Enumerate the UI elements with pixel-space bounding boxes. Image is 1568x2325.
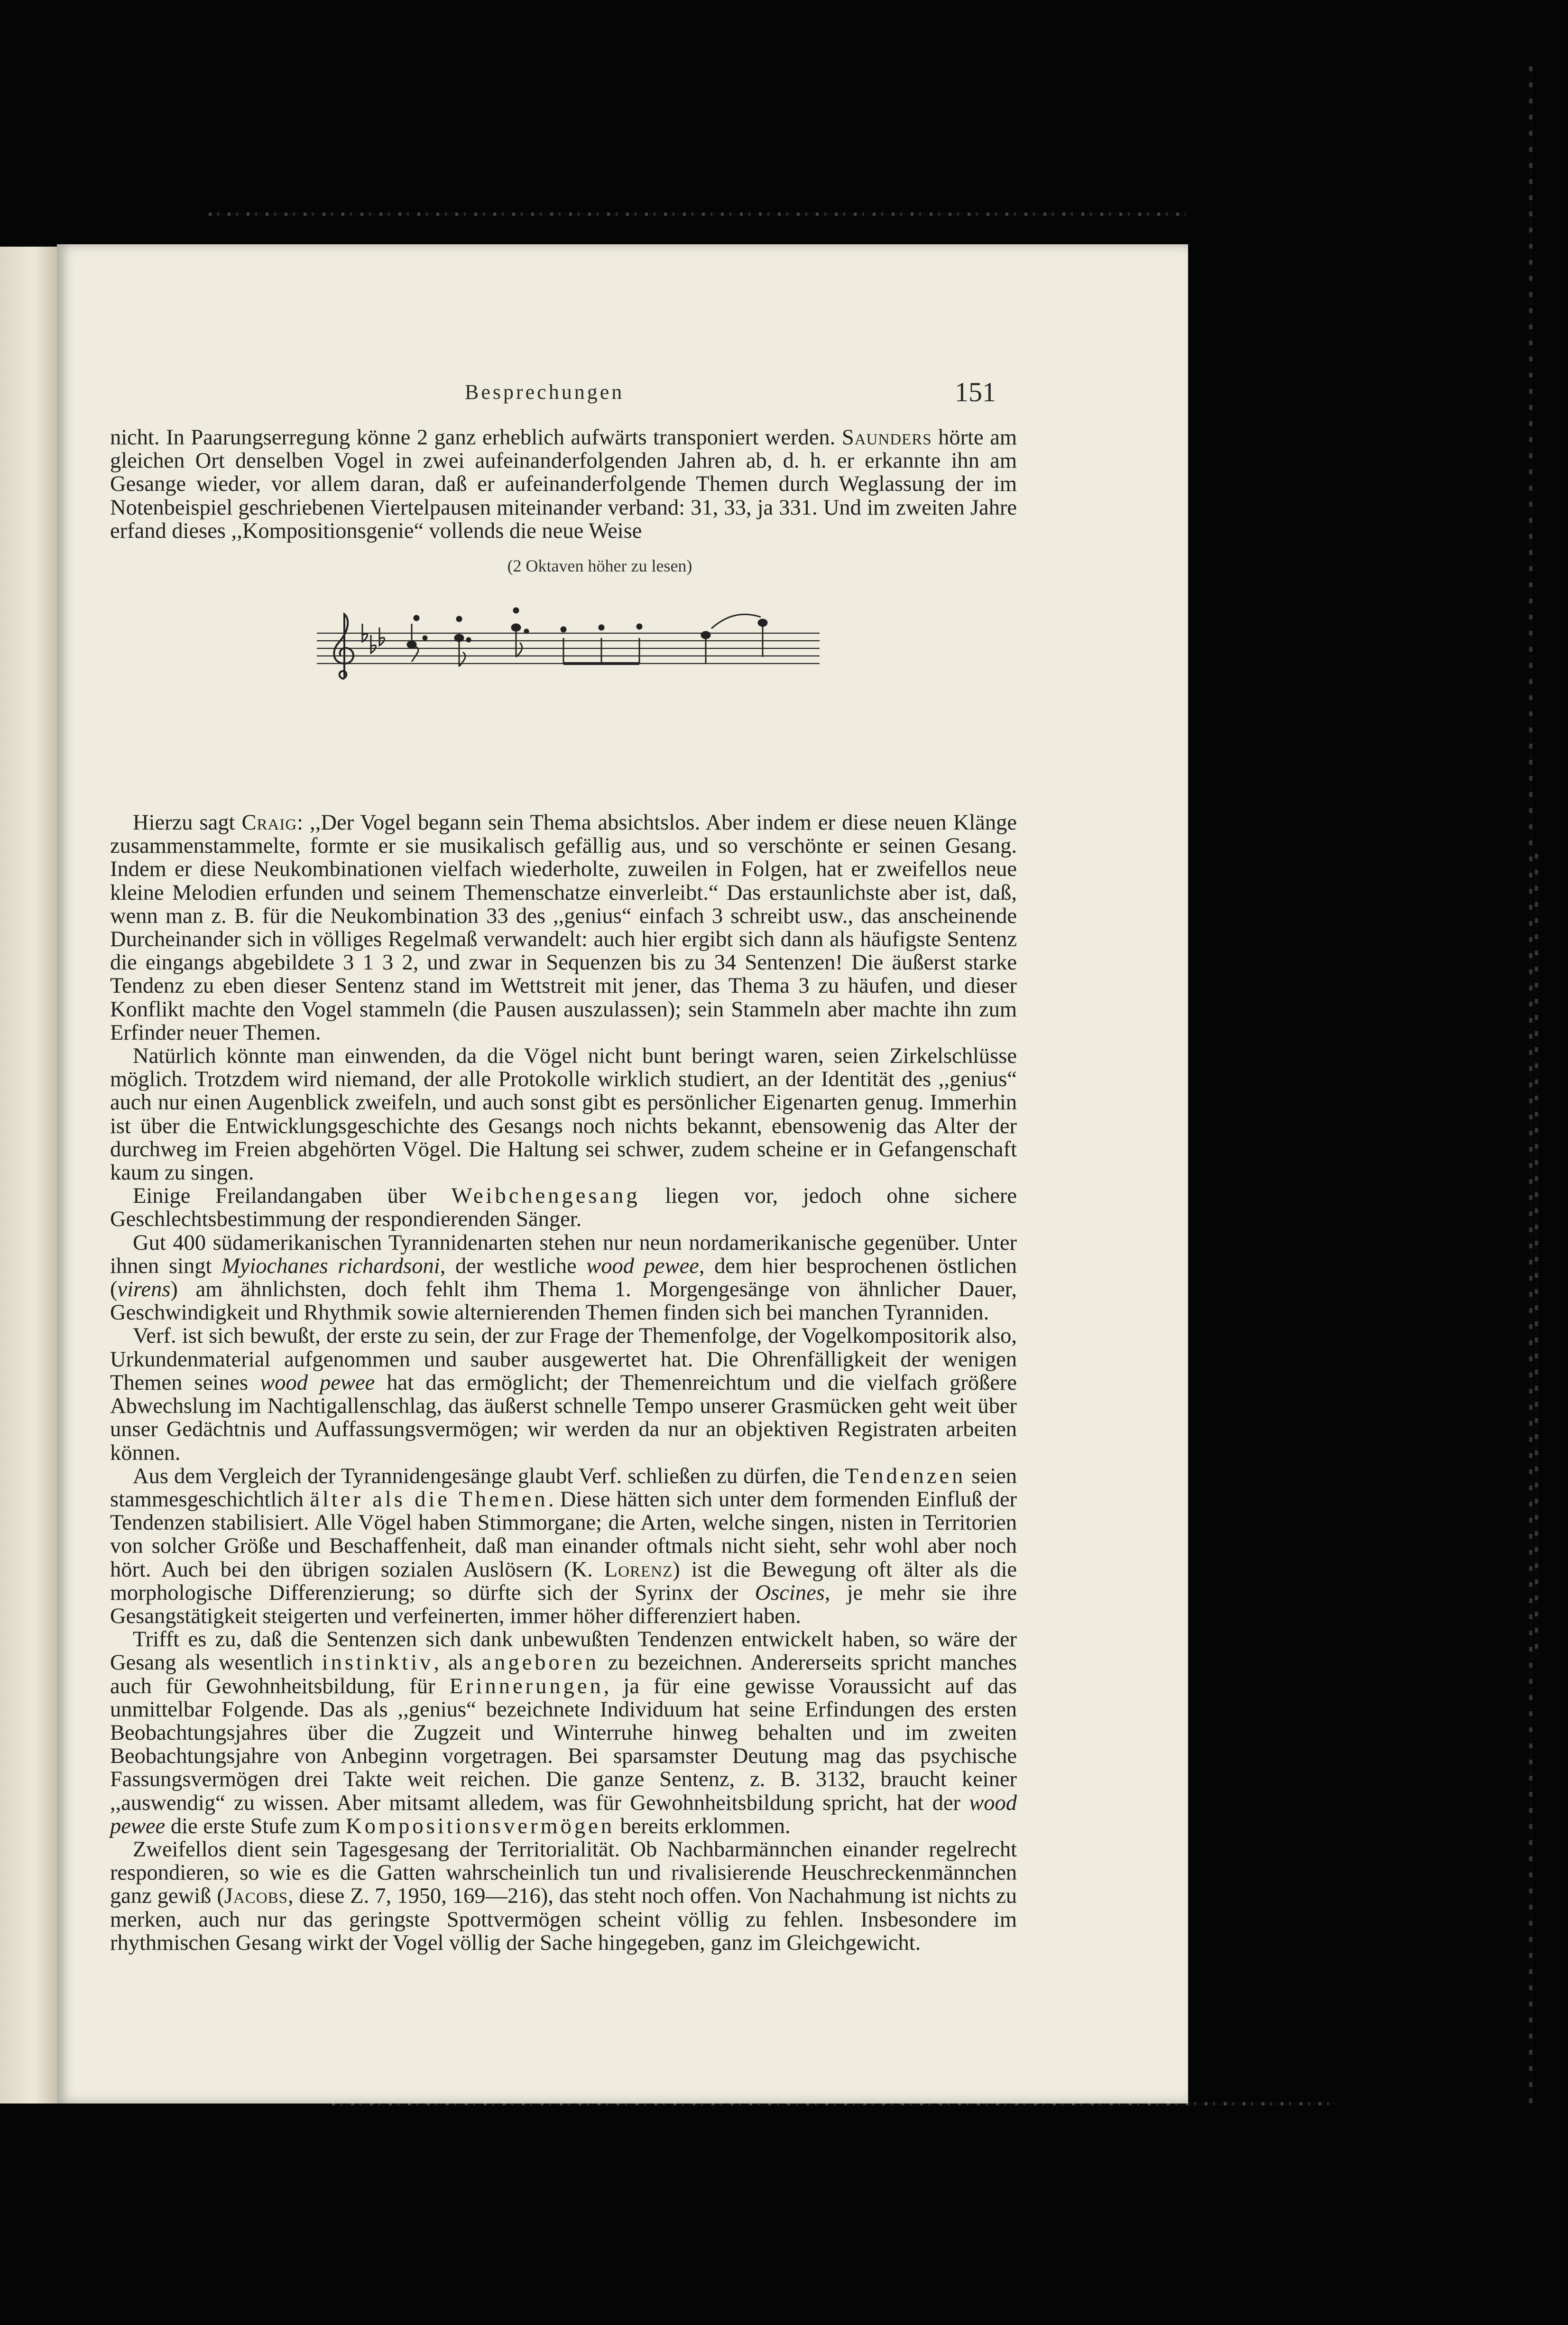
paragraph: [110, 1628, 1017, 1838]
text-run: Kompositionsvermögen: [346, 1814, 615, 1838]
paragraph: [110, 1184, 1017, 1231]
text-run: Gut 400 südamerikanischen Tyrannidenarten stehen nur neun nordamerikanische gegenüber. Unter ihnen singt: [110, 1230, 1017, 1278]
text-run: : ,,Der Vogel begann sein Thema absichtslos. Aber indem er diese neuen Klänge zusammenstammelte, formte er sie musikalisch gefällig aus, und so verschönte er seinen Gesang. Indem er diese Neukombinationen vielfach wiederholte, zuweilen in Folgen, hat er zweifellos neue kleine Melodien erfunden und seinem Themenschatze einverleibt.“ Das erstaunlichste aber ist, daß, wenn man z. B. für die Neukombination 33 des ,,genius“ einfach 3 schreibt usw., das anscheinende Durcheinander sich in völliges Regelmaß verwandelt: auch hier ergibt sich dann als häufigste Sentenz die eingangs abgebildete 3 1 3 2, und zwar in Sequenzen bis zu 34 Sentenzen! Die äußerst starke Tendenz zu eben dieser Sentenz stand im Wettstreit mit jener, das Thema 3 zu häufen, und dieser Konflikt machte den Vogel stammeln (die Pausen auszulassen); sein Stammeln aber machte ihn zum Erfinder neuer Themen.: [110, 811, 1017, 1045]
text-run: Zweifellos dient sein Tagesgesang der Territorialität. Ob Nachbarmännchen einander regelrecht respondieren, so wie es die Gatten wahrscheinlich tun und rivalisierende Heuschreckenmännchen ganz gewiß (: [110, 1837, 1017, 1909]
paragraph: [110, 1044, 1017, 1184]
text-run: seien stammesgeschichtlich: [110, 1464, 1017, 1512]
text-run: , ja für eine gewisse Voraussicht auf das unmittelbar Folgende. Das als ,,genius“ bezeichnete Individuum hat seine Erfindungen des ersten Beobachtungsjahres über die Zugzeit und Winterruhe hinweg behalten und im zweiten Beobachtungsjahre von Anbeginn vorgetragen. Bei sparsamster Deutung mag das psychische Fassungsvermögen drei Takte weit reichen. Die ganze Sentenz, z. B. 3132, braucht keiner ,,auswendig“ zu wissen. Aber mitsamt alledem, was für Gewohnheitsbildung spricht, hat der: [110, 1674, 1017, 1815]
text-run: Myiochanes richardsoni: [221, 1254, 440, 1278]
text-run: , als: [434, 1651, 482, 1675]
text-run: instinktiv: [322, 1651, 434, 1675]
text-run: Saunders: [841, 425, 932, 450]
text-run: hat das ermöglicht; der Themenreichtum und die vielfach größere Abwechslung im Nachtigallenschlag, das äußerst schnelle Tempo unserer Grasmücken geht weit über unser Gedächtnis und Auffassungsvermögen; wir werden da nur an objektiven Registraten arbeiten können.: [110, 1370, 1017, 1465]
text-run: Weibchengesang: [451, 1184, 640, 1209]
paragraph: [110, 426, 1017, 543]
scan-edge-strip-top: [209, 212, 1186, 216]
text-run: liegen vor, jedoch ohne sichere Geschlechtsbestimmung der respondierenden Sänger.: [110, 1184, 1017, 1232]
paragraph: [110, 1231, 1017, 1325]
text-run: ) am ähnlichsten, doch fehlt ihm Thema 1. Morgengesänge von ähnlicher Dauer, Geschwindigkeit und Rhythmik sowie alternierenden Themen finden sich bei manchen Tyranniden.: [110, 1277, 1017, 1325]
text-run: angeboren: [481, 1651, 600, 1675]
paragraph: [110, 1465, 1017, 1628]
text-run: bereits erklommen.: [615, 1814, 791, 1838]
text-run: die erste Stufe zum: [165, 1814, 346, 1838]
running-head-title: Besprechungen: [465, 380, 625, 404]
text-run: Tendenzen: [845, 1464, 966, 1488]
text-run: , diese Z. 7, 1950, 169—216), das steht noch offen. Von Nachahmung ist nichts zu merken, auch nur das geringste Spottvermögen scheint völlig zu fehlen. Insbesondere im rhythmischen Gesang wirkt der Vogel völlig der Sache hingegeben, ganz im Gleichgewicht.: [110, 1884, 1017, 1955]
text-run: Hierzu sagt: [133, 811, 242, 835]
text-run: Oscines: [755, 1580, 825, 1605]
text-run: , der westliche: [440, 1254, 587, 1278]
text-run: Verf. ist sich bewußt, der erste zu sein, der zur Frage der Themenfolge, der Vogelkompositorik also, Urkundenmaterial aufgenommen und sauber ausgewertet hat. Die Ohrenfälligkeit der wenigen Themen seines: [110, 1324, 1017, 1395]
paragraph: [110, 1324, 1017, 1464]
text-run: wood pewee: [586, 1254, 699, 1278]
text-run: , je mehr sie ihre Gesangstätigkeit steigerten und verfeinerten, immer höher differenziert haben.: [110, 1580, 1017, 1628]
music-caption-text: (2 Oktaven höher zu lesen): [507, 556, 692, 575]
text-run: Erinnerungen: [449, 1674, 604, 1698]
text-run: Jacobs: [224, 1884, 288, 1909]
body-text: [110, 426, 1017, 1955]
text-run: hörte am gleichen Ort denselben Vogel in zwei aufeinanderfolgenden Jahren ab, d. h. er erkannte ihn am Gesange wieder, vor allem daran, daß er aufeinanderfolgende Themen durch Weglassung der im Notenbeispiel geschriebenen Viertelpausen miteinander verband: 31, 33, ja 331. Und im zweiten Jahre erfand dieses ,,Kompositionsgenie“ vollends die neue Weise: [110, 425, 1017, 543]
scan-edge-strip-right: [1529, 66, 1532, 2106]
text-run: Einige Freilandangaben über: [133, 1184, 452, 1209]
text-run: wood pewee: [110, 1790, 1017, 1838]
paragraph: [110, 1838, 1017, 1955]
text-run: älter als die Themen: [310, 1487, 548, 1512]
text-run: virens: [117, 1277, 171, 1302]
text-run: Lorenz: [604, 1557, 673, 1582]
previous-page-edge: [0, 247, 57, 2104]
scan-edge-strip-right-2: [1535, 854, 1538, 1660]
page-number: 151: [955, 377, 996, 407]
text-run: , dem hier besprochenen östlichen (: [110, 1254, 1017, 1302]
text-run: Trifft es zu, daß die Sentenzen sich dank unbewußten Tendenzen entwickelt haben, so wäre der Gesang als wesentlich: [110, 1627, 1017, 1675]
text-run: wood pewee: [260, 1370, 375, 1395]
text-run: Aus dem Vergleich der Tyrannidengesänge glaubt Verf. schließen zu dürfen, die: [133, 1464, 845, 1488]
text-run: nicht. In Paarungserregung könne 2 ganz erheblich aufwärts transponiert werden.: [110, 425, 842, 450]
text-run: ) ist die Bewegung oft älter als die morphologische Differenzierung; so dürfte sich der Syrinx der: [110, 1557, 1017, 1605]
text-run: Natürlich könnte man einwenden, da die Vögel nicht bunt beringt waren, seien Zirkelschlüsse möglich. Trotzdem wird niemand, der alle Protokolle wirklich studiert, an der Identität des ,,genius“ auch nur einen Augenblick zweifeln, und auch sonst gibt es persönlicher Eigenarten genug. Immerhin ist über die Entwicklungsgeschichte des Gesangs noch nichts bekannt, ebensowenig das Alter der durchweg im Freien abgehörten Vögel. Die Haltung sei schwer, zudem scheine er in Gefangenschaft kaum zu singen.: [110, 1044, 1017, 1185]
paragraph: [110, 811, 1017, 1044]
text-run: Craig: [241, 811, 297, 835]
text-run: . Diese hätten sich unter dem formenden Einfluß der Tendenzen stabilisiert. Alle Vögel haben Stimmorgane; die Arten, welche singen, nisten in Territorien von solcher Größe und Beschaffenheit, daß man einander oftmals nicht sieht, sehr wohl aber noch hört. Auch bei den übrigen sozialen Auslösern (K.: [110, 1487, 1017, 1582]
book-page: [57, 244, 1188, 2104]
text-run: zu bezeichnen. Andererseits spricht manches auch für Gewohnheitsbildung, für: [110, 1651, 1017, 1698]
